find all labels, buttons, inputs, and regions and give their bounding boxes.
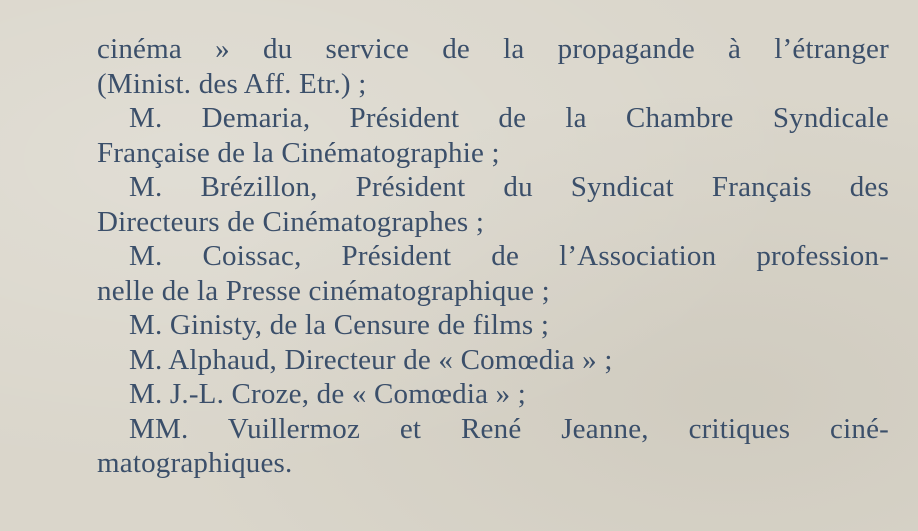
text-line: cinéma » du service de la propagande à l’étranger [97,33,889,65]
text-line: (Minist. des Aff. Etr.) ; [97,67,367,100]
text-line: MM. Vuillermoz et René Jeanne, critiques ciné- [129,412,889,445]
document-text [97,32,889,481]
text-line: M. Coissac, Président de l’Association profession- [129,240,889,272]
text-line: nelle de la Presse cinématographique ; [97,274,550,307]
text-line: M. Brézillon, Président du Syndicat Français des [129,171,889,203]
text-line: M. Alphaud, Directeur de « Comœdia » ; [129,343,613,376]
text-line: Française de la Cinématographie ; [97,136,500,169]
text-line: M. Ginisty, de la Censure de films ; [129,309,550,341]
text-line: M. Demaria, Président de la Chambre Syndicale [129,102,889,134]
text-line: matographiques. [97,447,293,479]
text-line: M. J.-L. Croze, de « Comœdia » ; [129,378,527,410]
text-line: Directeurs de Cinématographes ; [97,205,485,238]
